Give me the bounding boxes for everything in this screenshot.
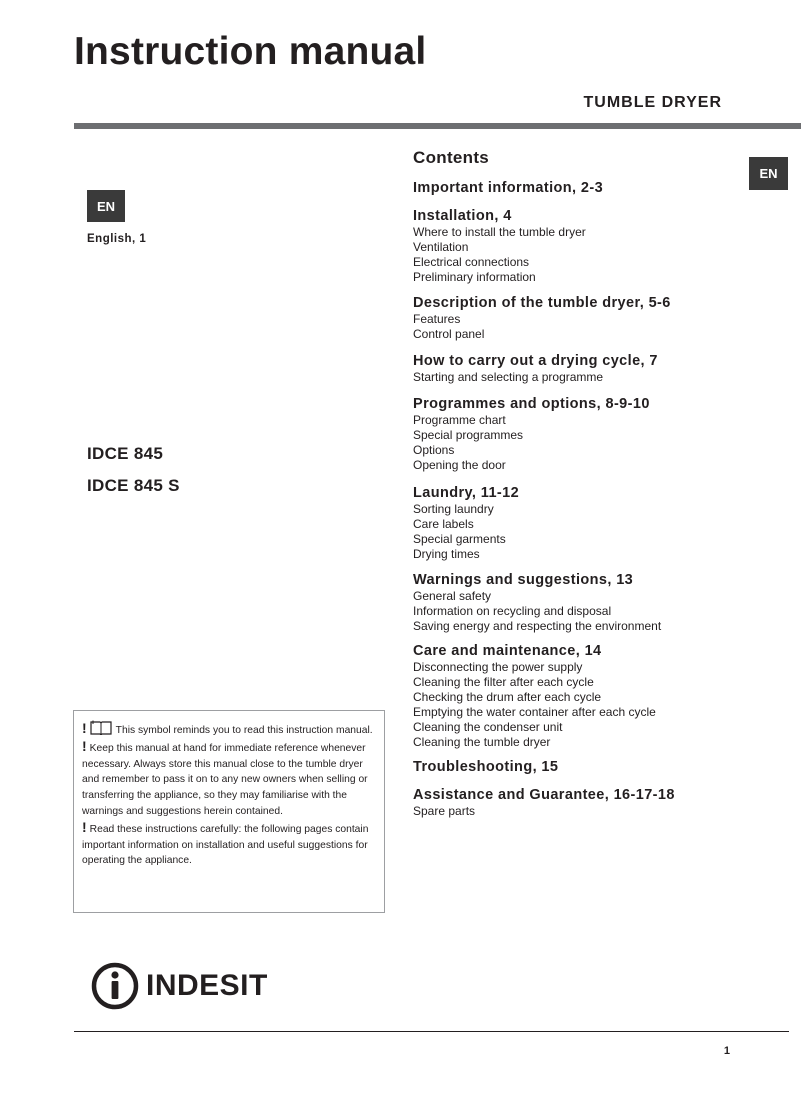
contents-item: Programme chart	[413, 413, 506, 427]
contents-item: Drying times	[413, 547, 480, 561]
contents-list	[413, 179, 793, 819]
contents-section	[413, 571, 793, 634]
contents-section-title: Description of the tumble dryer, 5-6	[413, 295, 671, 311]
contents-item: Saving energy and respecting the environment	[413, 619, 662, 633]
contents-section	[413, 484, 793, 562]
contents-item: Cleaning the filter after each cycle	[413, 675, 594, 689]
contents-item: Control panel	[413, 327, 485, 341]
contents-section-title: Assistance and Guarantee, 16-17-18	[413, 787, 675, 803]
product-type: TUMBLE DRYER	[583, 94, 722, 111]
contents-item: Cleaning the condenser unit	[413, 720, 563, 734]
contents-section	[413, 207, 793, 285]
footer-rule	[74, 1031, 789, 1032]
exclamation-icon: !	[82, 737, 87, 754]
contents-item: Preliminary information	[413, 270, 536, 284]
model-name-1: IDCE 845	[87, 444, 164, 463]
contents-section-title: Laundry, 11-12	[413, 485, 520, 501]
contents-item: Spare parts	[413, 804, 476, 818]
contents-title: Contents	[413, 148, 490, 167]
contents-item: Emptying the water container after each cycle	[413, 705, 656, 719]
contents-item: Ventilation	[413, 240, 469, 254]
contents-item: Where to install the tumble dryer	[413, 225, 586, 239]
language-page-ref: English, 1	[87, 233, 147, 245]
contents-section-title: Important information, 2-3	[413, 180, 604, 196]
contents-section-title: Installation, 4	[413, 208, 512, 224]
contents-item: Options	[413, 443, 455, 457]
contents-item: Care labels	[413, 517, 474, 531]
contents-section-title: Care and maintenance, 14	[413, 643, 602, 659]
contents-item: Cleaning the tumble dryer	[413, 735, 551, 749]
contents-section	[413, 642, 793, 750]
contents-item: Information on recycling and disposal	[413, 604, 612, 618]
contents-section	[413, 179, 793, 197]
page-title: Instruction manual	[74, 30, 427, 73]
contents-section-title: How to carry out a drying cycle, 7	[413, 353, 658, 369]
indesit-logo-icon	[90, 961, 140, 1011]
contents-section-title: Troubleshooting, 15	[413, 759, 559, 775]
table-of-contents	[413, 148, 793, 828]
contents-section-title: Programmes and options, 8-9-10	[413, 396, 650, 412]
book-icon	[90, 720, 112, 735]
notice-text-2: Keep this manual at hand for immediate reference whenever necessary. Always store this manual close to the tumble dryer and remember to pass it on to any new owners when selling or transferring the appliance, so they may familiarise with the warnings and suggestions herein contained.	[82, 742, 368, 817]
contents-item: Checking the drum after each cycle	[413, 690, 602, 704]
contents-section	[413, 294, 793, 342]
exclamation-icon: !	[82, 720, 87, 736]
contents-item: Features	[413, 312, 461, 326]
header-rule	[74, 123, 801, 129]
contents-section	[413, 758, 793, 776]
notice-paragraph-1	[82, 720, 378, 739]
notice-paragraph-2	[82, 739, 378, 820]
contents-item: Starting and selecting a programme	[413, 370, 604, 384]
brand-name: INDESIT	[146, 969, 268, 1002]
page-number: 1	[723, 1045, 730, 1057]
notice-text-1: This symbol reminds you to read this instruction manual.	[115, 725, 373, 736]
contents-section	[413, 395, 793, 473]
contents-section-title: Warnings and suggestions, 13	[413, 572, 634, 588]
contents-item: Disconnecting the power supply	[413, 660, 583, 674]
brand-logo	[90, 961, 268, 1011]
contents-item: Opening the door	[413, 458, 506, 472]
contents-item: General safety	[413, 589, 492, 603]
contents-item: Electrical connections	[413, 255, 530, 269]
side-language-tab: EN	[749, 157, 788, 190]
contents-item: Sorting laundry	[413, 502, 494, 516]
notice-box	[73, 710, 385, 913]
contents-section	[413, 352, 793, 385]
contents-section	[413, 786, 793, 819]
exclamation-icon: !	[82, 818, 87, 835]
language-badge: EN	[87, 190, 125, 222]
model-name-2: IDCE 845 S	[87, 476, 180, 495]
contents-item: Special programmes	[413, 428, 524, 442]
notice-text-3: Read these instructions carefully: the following pages contain important information on installation and useful suggestions for operating the appliance.	[82, 823, 369, 867]
contents-item: Special garments	[413, 532, 506, 546]
notice-paragraph-3	[82, 820, 378, 869]
